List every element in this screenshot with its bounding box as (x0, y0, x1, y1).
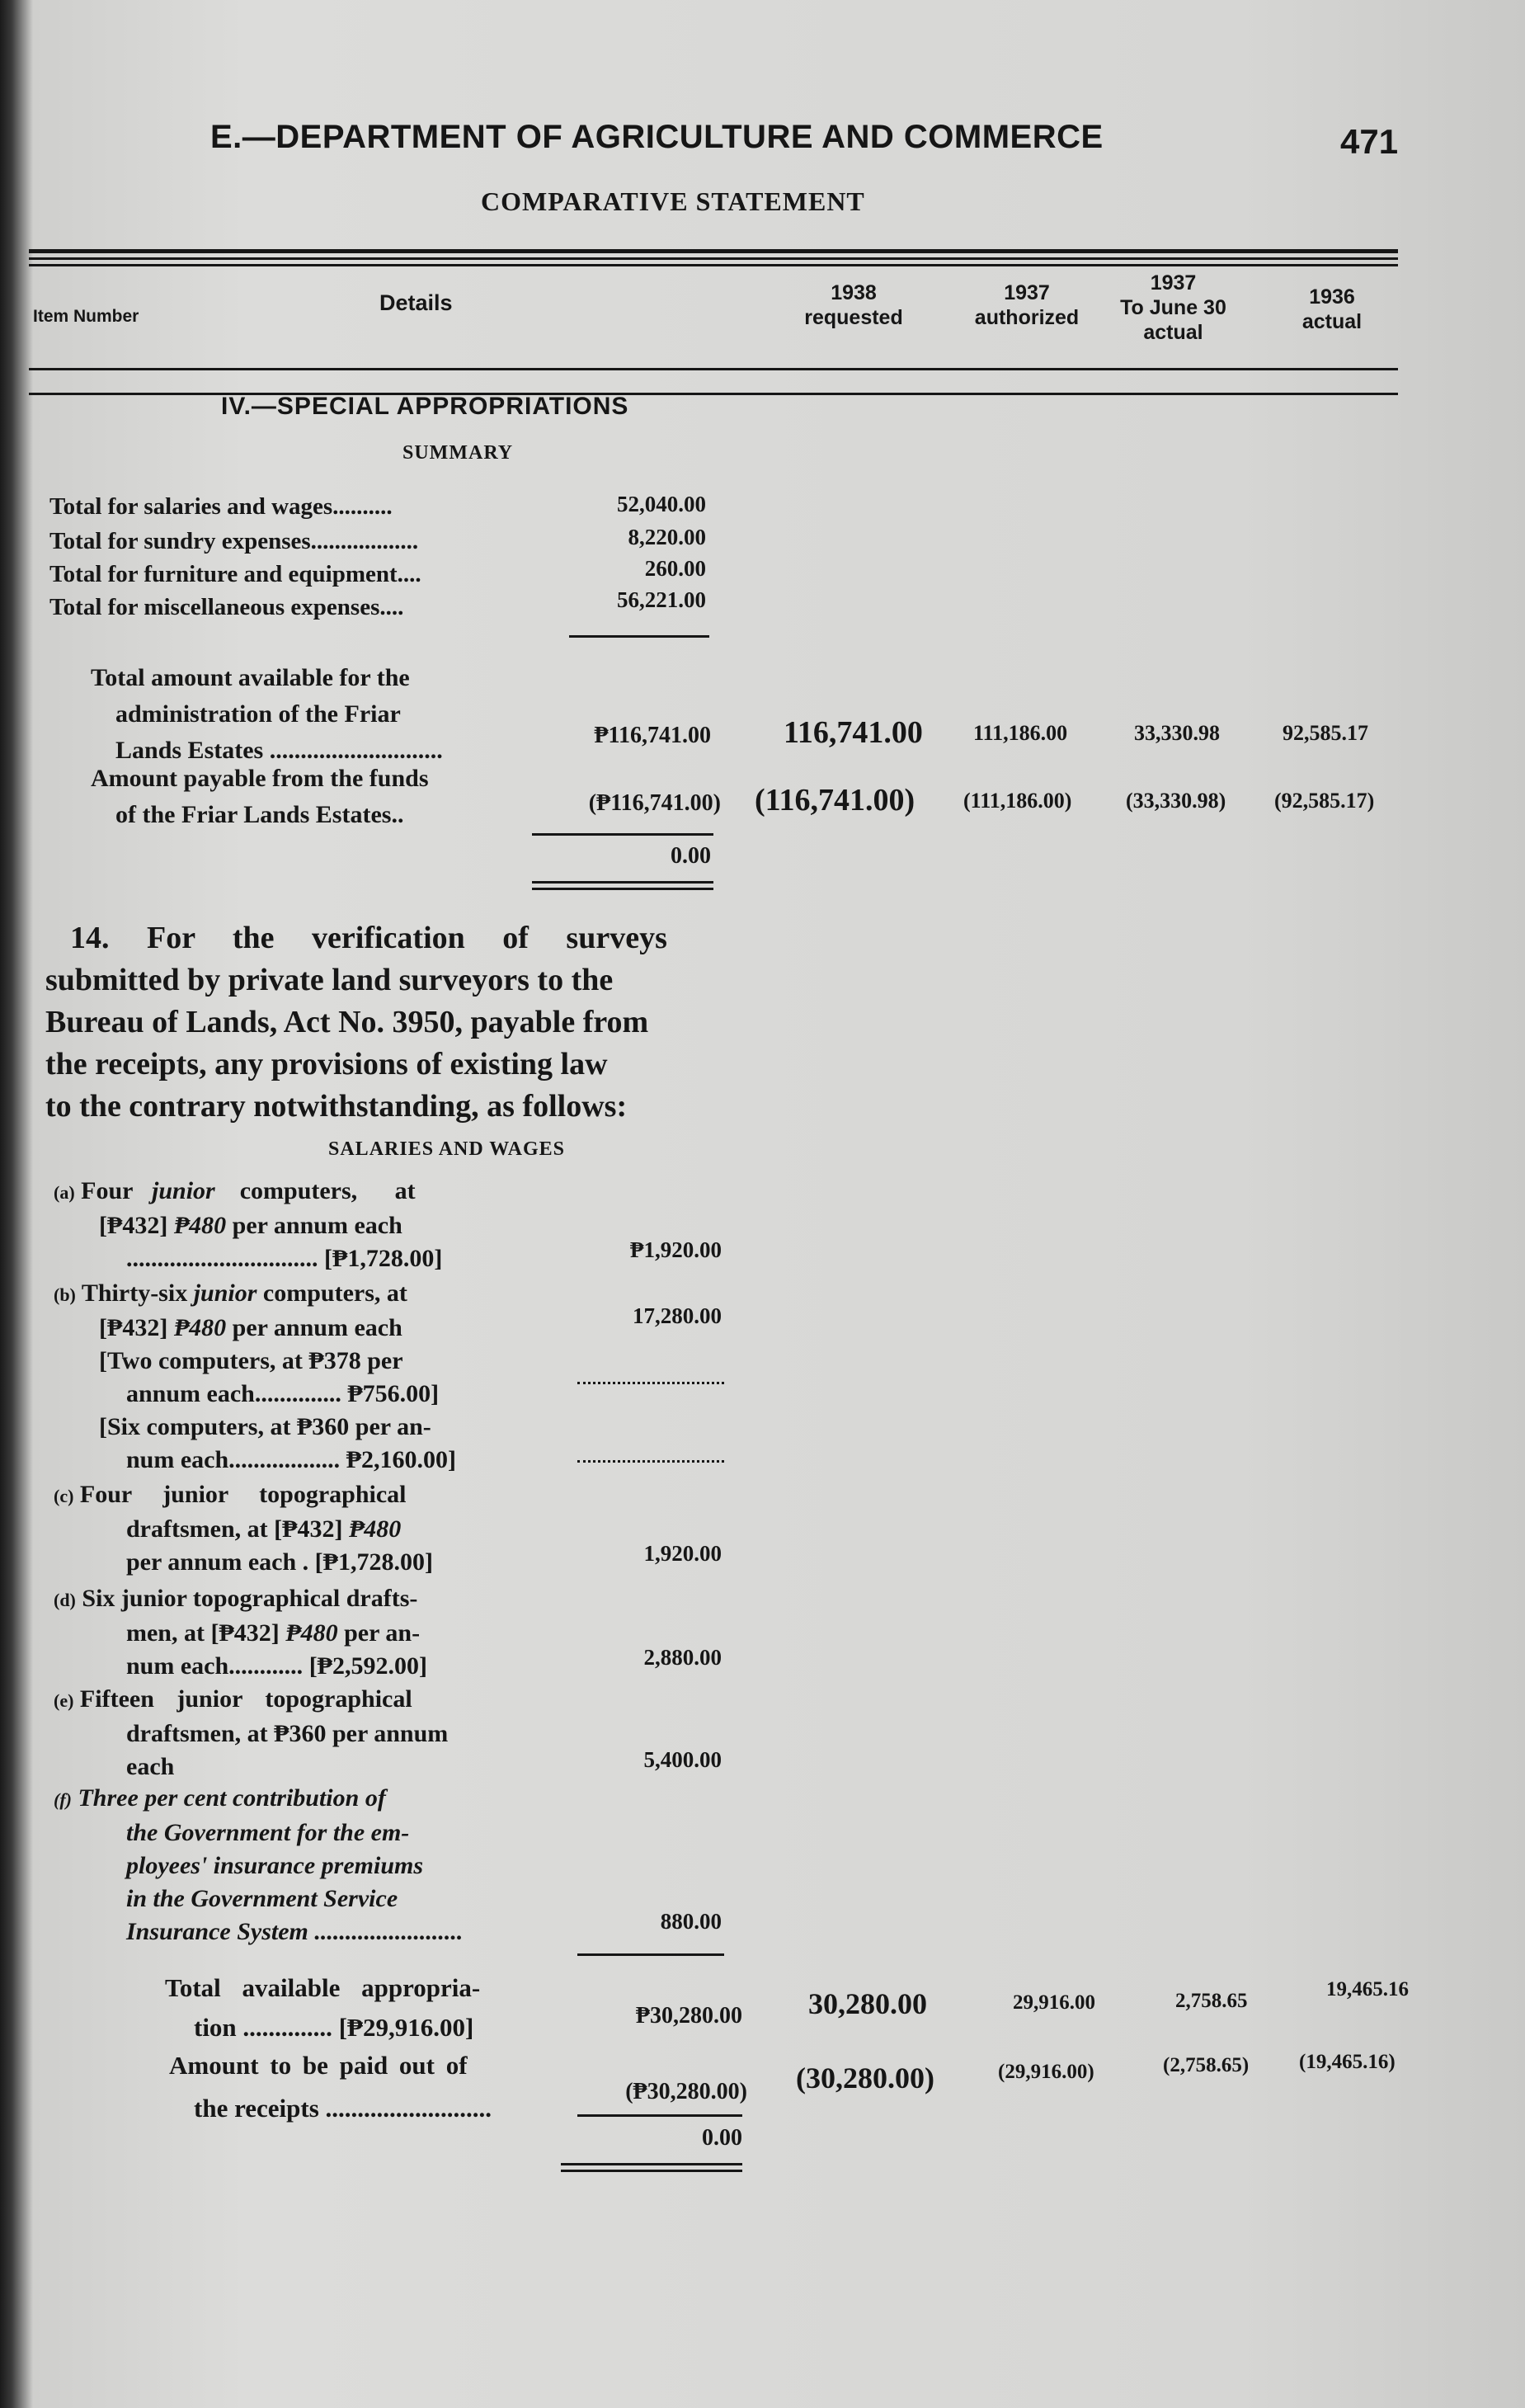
text-part: ₱756.00] (347, 1380, 440, 1407)
text-line: Total amount available for the (91, 664, 410, 691)
col-1936-label: actual (1301, 310, 1363, 333)
subtitle: COMPARATIVE STATEMENT (481, 186, 865, 216)
total-available-1937-june: 33,330.98 (1134, 721, 1220, 745)
item14-paid-1938: (30,280.00) (796, 2062, 934, 2095)
col-1937j-label2: actual (1143, 321, 1203, 344)
item-label: (c) (54, 1486, 74, 1506)
text-part: junior (193, 1279, 257, 1307)
item-c (54, 1478, 433, 1579)
text-part: draftsmen, at (126, 1515, 268, 1543)
text-part: [Two computers, at ₱378 per (99, 1347, 403, 1374)
summary-rule (569, 635, 709, 638)
text-line (54, 1683, 448, 1718)
col-header-1937-june (1101, 271, 1245, 345)
text-part: computers, at (239, 1177, 416, 1204)
header-rule-top-3 (29, 264, 1398, 266)
text-line: Amount to be paid out of (169, 2051, 468, 2080)
item-b (54, 1277, 456, 1477)
balance-double-rule-1 (532, 881, 713, 884)
item14-amount-paid (169, 2044, 492, 2130)
text-line: Lands Estates ............................ (115, 737, 443, 764)
text-line (54, 1582, 427, 1617)
text-line (54, 1478, 433, 1513)
text-line: Insurance System ........................ (126, 1918, 464, 1945)
item14-total-1936: 19,465.16 (1326, 1978, 1409, 2000)
item14-paragraph (45, 917, 667, 1128)
text-line: in the Government Service (126, 1885, 398, 1912)
item-label: (e) (54, 1690, 74, 1711)
text-part: [₱1,728.00] (314, 1548, 433, 1576)
text-line: the Government for the em- (126, 1819, 410, 1846)
balance-double-rule-2 (532, 888, 713, 890)
text-part: tion .............. (194, 2013, 332, 2042)
item-a-amount: ₱1,920.00 (630, 1237, 722, 1262)
summary-row-label: Total for miscellaneous expenses.... (49, 594, 404, 620)
item-c-amount: 1,920.00 (643, 1541, 722, 1566)
text-part: [₱432] (99, 1314, 168, 1341)
item-f-rule (577, 1953, 724, 1956)
text-part: draftsmen, at ₱360 per annum (126, 1720, 449, 1747)
text-line: Amount payable from the funds (91, 765, 429, 792)
text-line (54, 1751, 448, 1784)
item-b-amount: 17,280.00 (633, 1303, 722, 1328)
item-d-amount: 2,880.00 (643, 1645, 722, 1670)
text-line (54, 1277, 456, 1312)
text-line: administration of the Friar (115, 700, 401, 728)
amount-payable-1938: (116,741.00) (755, 783, 915, 818)
item-b-dotted-line (577, 1382, 724, 1384)
col-1938-label: requested (804, 306, 903, 329)
text-line (54, 1444, 456, 1477)
text-line: of the Friar Lands Estates.. (115, 801, 404, 828)
item-d (54, 1582, 427, 1683)
amount-payable-1937-june: (33,330.98) (1126, 789, 1226, 813)
item14-balance-rule-1 (561, 2163, 742, 2165)
text-line (54, 1411, 456, 1444)
amount-payable-amount: (₱116,741.00) (588, 790, 721, 816)
text-part: [₱432] (274, 1515, 343, 1543)
text-line: Total available appropria- (165, 1973, 481, 2002)
text-line: Bureau of Lands, Act No. 3950, payable from (45, 1005, 649, 1039)
text-line: to the contrary notwithstanding, as follows: (45, 1089, 628, 1124)
text-part: [₱432] (99, 1212, 168, 1239)
text-line (54, 1617, 427, 1650)
col-header-1938 (784, 280, 924, 330)
item14-total-1938: 30,280.00 (808, 1987, 927, 2020)
text-line (54, 1175, 442, 1209)
text-line: the receipts, any provisions of existing law (45, 1047, 608, 1081)
text-part: num each.................. (126, 1446, 341, 1473)
item14-paid-1937-authorized: (29,916.00) (998, 2061, 1094, 2083)
text-line (54, 1718, 448, 1751)
summary-row-label: Total for sundry expenses.................. (49, 528, 419, 554)
text-line: submitted by private land surveyors to the (45, 963, 614, 997)
text-part: [₱432] (210, 1619, 280, 1647)
text-part: Four (81, 1177, 134, 1204)
text-line (54, 1209, 442, 1242)
text-line (54, 1782, 463, 1817)
text-part: ₱480 (173, 1212, 227, 1239)
item-a (54, 1175, 442, 1275)
text-part: men, at (126, 1619, 205, 1647)
item-f-amount: 880.00 (660, 1909, 722, 1934)
text-line (54, 1650, 427, 1683)
text-part: junior (151, 1177, 215, 1204)
col-header-details: Details (379, 290, 453, 315)
summary-row-label: Total for furniture and equipment.... (49, 561, 421, 587)
text-part: [₱2,592.00] (308, 1652, 427, 1680)
text-part: num each............ (126, 1652, 304, 1680)
text-part: ₱2,160.00] (346, 1446, 457, 1473)
col-header-1937-authorized (957, 280, 1097, 330)
section-balance: 0.00 (671, 843, 711, 869)
page-title: E.—DEPARTMENT OF AGRICULTURE AND COMMERCE (210, 119, 1104, 155)
total-available-1938: 116,741.00 (784, 715, 923, 750)
col-1938-year: 1938 (831, 281, 877, 304)
total-available-amount: ₱116,741.00 (594, 723, 711, 748)
text-part: Four junior topographical (79, 1481, 407, 1508)
text-line (54, 1312, 456, 1345)
text-line (54, 1378, 456, 1411)
col-1936-year: 1936 (1309, 285, 1355, 309)
text-part: per an- (344, 1619, 421, 1647)
text-part: Six junior topographical drafts- (82, 1585, 418, 1612)
text-line: ployees' insurance premiums (126, 1852, 424, 1879)
item14-paid-amount: (₱30,280.00) (625, 2079, 747, 2104)
item-label: (a) (54, 1182, 75, 1203)
text-line (54, 1513, 433, 1546)
item-e (54, 1683, 448, 1784)
total-available-1936: 92,585.17 (1283, 721, 1368, 745)
summary-title: SUMMARY (402, 442, 514, 464)
item14-paid-1937-june: (2,758.65) (1163, 2054, 1250, 2076)
text-line: ............................... [₱1,728.00] (126, 1245, 443, 1272)
col-1937a-label: authorized (974, 306, 1080, 329)
item14-balance: 0.00 (702, 2125, 742, 2151)
header-rule-top-1 (29, 249, 1398, 253)
item14-total-1937-authorized: 29,916.00 (1013, 1991, 1095, 2014)
text-part: [Six computers, at ₱360 per an- (99, 1413, 431, 1440)
text-line: the receipts .......................... (194, 2094, 492, 2123)
item14-paid-rule (577, 2114, 742, 2117)
item-b-dotted-line (577, 1460, 724, 1463)
amount-payable-label (91, 761, 429, 833)
col-header-item: Item Number (33, 307, 139, 326)
summary-row-amount: 52,040.00 (617, 492, 706, 516)
text-line: 14. For the verification of surveys (70, 921, 667, 955)
text-part: ₱480 (348, 1515, 402, 1543)
text-part: Thirty-six (81, 1279, 188, 1307)
text-part: per annum each (232, 1314, 402, 1341)
col-1937j-label1: To June 30 (1120, 296, 1226, 319)
item14-balance-rule-2 (561, 2170, 742, 2172)
text-part: annum each.............. (126, 1380, 341, 1407)
text-part: ₱480 (285, 1619, 338, 1647)
item-label: (d) (54, 1590, 76, 1610)
text-part: ₱480 (173, 1314, 227, 1341)
payable-rule (532, 833, 713, 836)
col-header-1936 (1266, 285, 1398, 334)
item14-total-1937-june: 2,758.65 (1175, 1990, 1248, 2012)
text-part: computers, at (262, 1279, 407, 1307)
item-e-amount: 5,400.00 (643, 1747, 722, 1772)
summary-row-amount: 260.00 (644, 556, 706, 581)
summary-row-amount: 8,220.00 (628, 525, 706, 549)
salaries-title: SALARIES AND WAGES (328, 1138, 565, 1160)
page-number: 471 (1340, 122, 1399, 161)
text-part: [₱1,728.00] (324, 1245, 443, 1272)
text-line (54, 1345, 456, 1378)
summary-row-amount: 56,221.00 (617, 587, 706, 612)
item14-paid-1936: (19,465.16) (1299, 2051, 1396, 2073)
text-part: Three per cent contribution of (78, 1784, 386, 1812)
section-title: IV.—SPECIAL APPROPRIATIONS (221, 393, 629, 420)
text-part: per annum each (232, 1212, 402, 1239)
header-rule-bottom-1 (29, 368, 1398, 370)
summary-row-label: Total for salaries and wages.......... (49, 493, 393, 520)
item-label: (f) (54, 1789, 72, 1810)
text-line (165, 2008, 480, 2048)
text-part: Fifteen junior topographical (79, 1685, 412, 1713)
text-part: [₱29,916.00] (338, 2013, 474, 2042)
col-1937j-year: 1937 (1150, 271, 1197, 295)
text-part: per annum each . (126, 1548, 309, 1576)
amount-payable-1936: (92,585.17) (1274, 789, 1375, 813)
header-rule-top-2 (29, 257, 1398, 260)
total-available-1937-authorized: 111,186.00 (973, 721, 1068, 745)
col-1937a-year: 1937 (1004, 281, 1050, 304)
item14-total-amount: ₱30,280.00 (635, 2003, 742, 2029)
text-line (54, 1546, 433, 1579)
item-label: (b) (54, 1284, 76, 1305)
item-f (54, 1782, 463, 1949)
item14-total-available (165, 1968, 480, 2048)
amount-payable-1937-authorized: (111,186.00) (963, 789, 1072, 813)
text-part: each (126, 1753, 175, 1780)
total-available-label (91, 660, 443, 769)
